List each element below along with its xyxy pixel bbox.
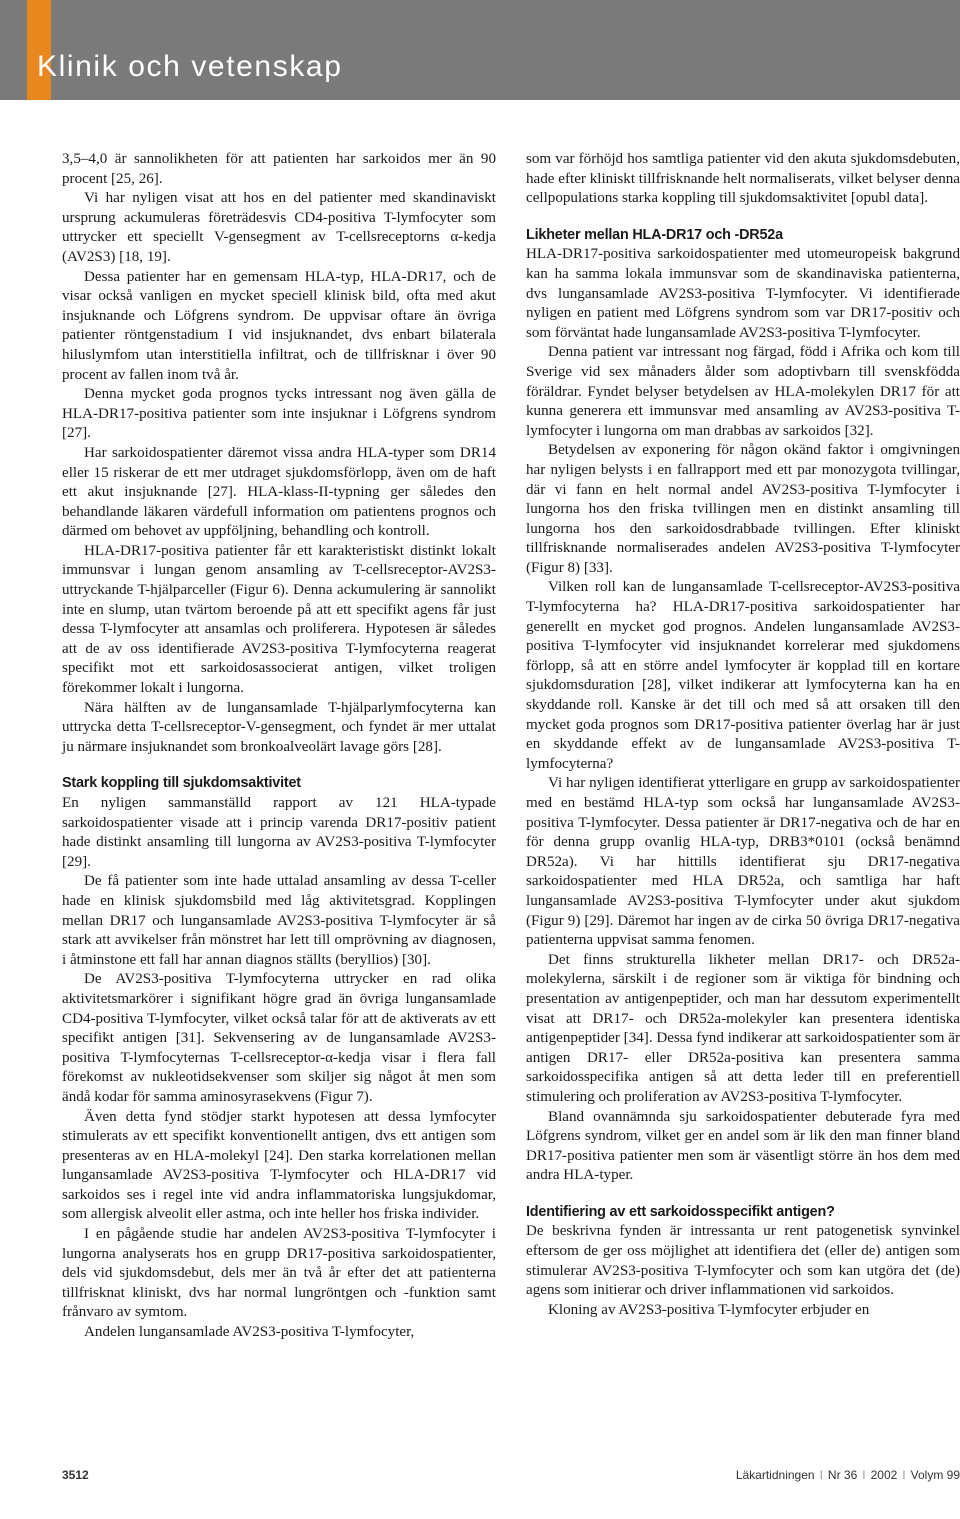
paragraph: Vi har nyligen identifierat ytterligare en grupp av sarkoidospatienter med en bestämd HLA-typ som också har lungansamlade AV2S3-positiva T-lymfocyter. Dessa patienter är DR17-negativa och de har en för denna grupp ovanlig HLA-typ, DRB3*0101 (också benämnd DR52a). Vi har hittills identifierat sju DR17-negativa sarkoidospatienter med HLA DR52a, och samtliga har haft lungansamlade AV2S3-positiva T-lymfocyter under akut sjukdom (Figur 9) [29]. Däremot har ingen av de cirka 50 övriga DR17-negativa patienterna uppvisat samma fenomen. bbox=[526, 775, 960, 949]
separator: I bbox=[902, 1468, 906, 1482]
paragraph: Dessa patienter har en gemensam HLA-typ, HLA-DR17, och de visar också vanligen en mycket speciell klinisk bild, ofta med akut insjuknande och Löfgrens syndrom. De uppvisar oftare än övriga patienter röntgenstadium I vid insjuknandet, dvs enbart bilaterala hiluslymfom utan interstitiella infiltrat, och de tillfrisknar i över 90 procent av fallen inom två år. bbox=[62, 268, 496, 383]
journal-name: Läkartidningen bbox=[735, 1468, 815, 1482]
subheading: Stark koppling till sjukdomsaktivitet bbox=[62, 775, 301, 792]
paragraph: De AV2S3-positiva T-lymfocyterna uttrycker en rad olika aktivitetsmarkörer i signifikant högre grad än övriga lungansamlade CD4-positiva T-lymfocyter, vilket också talar för att de aktiverats av ett specifikt antigen [31]. Sekvensering av de lungansamlade AV2S3-positiva T-lymfocyternas T-cellsreceptor-α-kedja visar i flera fall förekomst av nukleotidsekvenser som skiljer sig något åt men som ändå kodar för samma aminosyrasekvens (Figur 7). bbox=[62, 971, 496, 1105]
paragraph: Denna mycket goda prognos tycks intressant nog även gälla de HLA-DR17-positiva patienter som inte insjuknar i Löfgrens syndrom [27]. bbox=[62, 386, 496, 442]
paragraph: som var förhöjd hos samtliga patienter vid den akuta sjukdomsdebuten, hade efter kliniskt tillfrisknande helt normaliserats, vilket belyser denna cellpopulations starka koppling till sjukdomsaktivitet [opubl data]. bbox=[526, 151, 960, 207]
paragraph: De beskrivna fynden är intressanta ur rent patogenetisk synvinkel eftersom de ger oss möjlighet att identifiera det (eller de) antigen som stimulerar AV2S3-positiva T-lymfocyter och som kan utgöra det (de) agens som initierar och driver inflammationen vid sarkoidos. bbox=[526, 1223, 960, 1299]
paragraph: Bland ovannämnda sju sarkoidospatienter debuterade fyra med Löfgrens syndrom, vilket ger en andel som är lik den man finner bland DR17-positiva patienter men som är väsentligt större än hos dem med andra HLA-typer. bbox=[526, 1108, 960, 1184]
right-column bbox=[526, 150, 960, 1320]
paragraph: HLA-DR17-positiva patienter får ett karakteristiskt distinkt lokalt immunsvar i lungan genom ansamling av T-cellsreceptor-AV2S3-uttryckande T-hjälparceller (Figur 6). Denna ackumulering är sannolikt inte en slump, utan tvärtom beroende på att ett specifikt agens får just dessa T-lymfocyter att ansamlas och proliferera. Hypotesen är således att de av oss identifierade AV2S3-positiva T-lymfocyterna reagerat specifikt mot ett sarkoidosassocierat antigen, vilket troligen förekommer lokalt i lungorna. bbox=[62, 542, 496, 697]
paragraph: HLA-DR17-positiva sarkoidospatienter med utomeuropeisk bakgrund kan ha samma lokala immunsvar som de skandinaviska patienterna, dvs lungansamlade AV2S3-positiva T-lymfocyter. Vi identifierade nyligen en patient med Löfgrens syndrom som var DR17-positiv och som förväntat hade lungansamlade AV2S3-positiva T-lymfocyter. bbox=[526, 246, 960, 341]
left-column bbox=[62, 150, 496, 1343]
section-title: Klinik och vetenskap bbox=[37, 50, 343, 83]
paragraph: En nyligen sammanställd rapport av 121 HLA-typade sarkoidospatienter visade att i princip varenda DR17-positiv patient hade distinkt ansamling till lungorna av AV2S3-positiva T-lymfocyter [29]. bbox=[62, 795, 496, 870]
separator: I bbox=[862, 1468, 866, 1482]
separator: I bbox=[819, 1468, 823, 1482]
paragraph: Det finns strukturella likheter mellan DR17- och DR52a-molekylerna, särskilt i de regioner som är viktiga för bindning och presentation av antigenpeptider, och man har dessutom experimentellt visat att DR17- och DR52a-molekyler kan presentera identiska antigenpeptider [34]. Dessa fynd indikerar att sarkoidospatienter som är antigen DR17- eller DR52a-positiva kan presentera samma sarkoidosspecifika antigen så att detta leder till en preferentiell stimulering och proliferation av AV2S3-positiva T-lymfocyter. bbox=[526, 951, 960, 1105]
paragraph: Betydelsen av exponering för någon okänd faktor i omgivningen har nyligen belysts i en fallrapport med ett par monozygota tvillingar, där vi fann en helt normal andel AV2S3-positiva T-lymfocyter i lungorna hos den friska tvillingen men en distinkt ansamling till lungorna hos den sarkoidosdrabbade tvillingen. Efter kliniskt tillfrisknande normaliserades andelen AV2S3-positiva T-lymfocyter (Figur 8) [33]. bbox=[526, 442, 960, 576]
paragraph: Även detta fynd stödjer starkt hypotesen att dessa lymfocyter stimulerats av ett specifikt konventionellt antigen, dvs ett antigen som presenteras av en HLA-molekyl [24]. Den starka korrelationen mellan lungansamlade AV2S3-positiva T-lymfocyter och HLA-DR17 vid sarkoidos ses i regel inte vid andra inflammatoriska lungsjukdomar, som allergisk alveolit eller astma, och inte heller hos friska individer. bbox=[62, 1108, 496, 1223]
paragraph: De få patienter som inte hade uttalad ansamling av dessa T-celler hade en klinisk sjukdomsbild med låg aktivitetsgrad. Kopplingen mellan DR17 och lungansamlade AV2S3-positiva T-lymfocyter är så stark att avvikelser från mönstret har lett till omprövning av diagnosen, i åtminstone ett fall har annan diagnos ställts (beryllios) [30]. bbox=[62, 873, 496, 968]
paragraph: Vilken roll kan de lungansamlade T-cellsreceptor-AV2S3-positiva T-lymfocyterna ha? HLA-DR17-positiva sarkoidospatienter har generellt en mycket god prognos. Andelen lungansamlade AV2S3-positiva T-lymfocyter vid insjuknandet korrelerar med sjukdomens förlopp, så att en större andel lymfocyter är kopplad till en kortare sjukdomsduration [28], vilket indikerar att lymfocyterna kan ha en skyddande roll. Kanske är det till och med så att orsaken till den mycket goda prognos som DR17-positiva patienter överlag har är just en skyddande effekt av de lungansamlade AV2S3-positiva T-lymfocyterna? bbox=[526, 579, 960, 772]
page-number: 3512 bbox=[62, 1468, 89, 1482]
paragraph: Andelen lungansamlade AV2S3-positiva T-lymfocyter, bbox=[84, 1324, 415, 1341]
paragraph: 3,5–4,0 är sannolikheten för att patienten har sarkoidos mer än 90 procent [25, 26]. bbox=[62, 151, 496, 187]
journal-info bbox=[736, 1468, 960, 1482]
subheading: Identifiering av ett sarkoidosspecifikt antigen? bbox=[526, 1203, 835, 1220]
paragraph: Har sarkoidospatienter däremot vissa andra HLA-typer som DR14 eller 15 riskerar de ett mer utdraget sjukdomsförlopp, även om de haft ett akut insjuknande [27]. HLA-klass-II-typning ger således den behandlande läkaren värdefull information om patientens prognos och därmed om behovet av uppföljning, behandling och kontroll. bbox=[62, 444, 496, 540]
issue-number: Nr 36 bbox=[827, 1468, 858, 1482]
subheading: Likheter mellan HLA-DR17 och -DR52a bbox=[526, 226, 783, 243]
paragraph: I en pågående studie har andelen AV2S3-positiva T-lymfocyter i lungorna analyserats hos en grupp DR17-positiva sarkoidospatienter, dels vid sjukdomsdebut, dels mer än två år efter det att patienterna tillfrisknat kliniskt, dvs har normal lungröntgen och -funktion samt frånvaro av symtom. bbox=[62, 1226, 496, 1321]
paragraph: Kloning av AV2S3-positiva T-lymfocyter erbjuder en bbox=[548, 1301, 870, 1318]
year: 2002 bbox=[870, 1468, 898, 1482]
paragraph: Nära hälften av de lungansamlade T-hjälparlymfocyterna kan uttrycka detta T-cellsreceptor-V-gensegment, och fyndet är mer uttalat ju närmare insjuknandet som bronkoalveolärt lavage görs [28]. bbox=[62, 699, 496, 755]
paragraph: Vi har nyligen visat att hos en del patienter med skandinaviskt ursprung ackumuleras företrädesvis CD4-positiva T-lymfocyter som uttrycker ett speciellt V-gensegment av T-cellsreceptorns α-kedja (AV2S3) [18, 19]. bbox=[62, 190, 496, 265]
paragraph: Denna patient var intressant nog färgad, född i Afrika och kom till Sverige vid sex månaders ålder som adoptivbarn till svenskfödda föräldrar. Fyndet belyser betydelsen av HLA-molekylen DR17 för att kunna generera ett immunsvar med ansamling av AV2S3-positiva T-lymfocyter i lungorna om man drabbas av sarkoidos [32]. bbox=[526, 344, 960, 439]
volume: Volym 99 bbox=[910, 1468, 960, 1482]
